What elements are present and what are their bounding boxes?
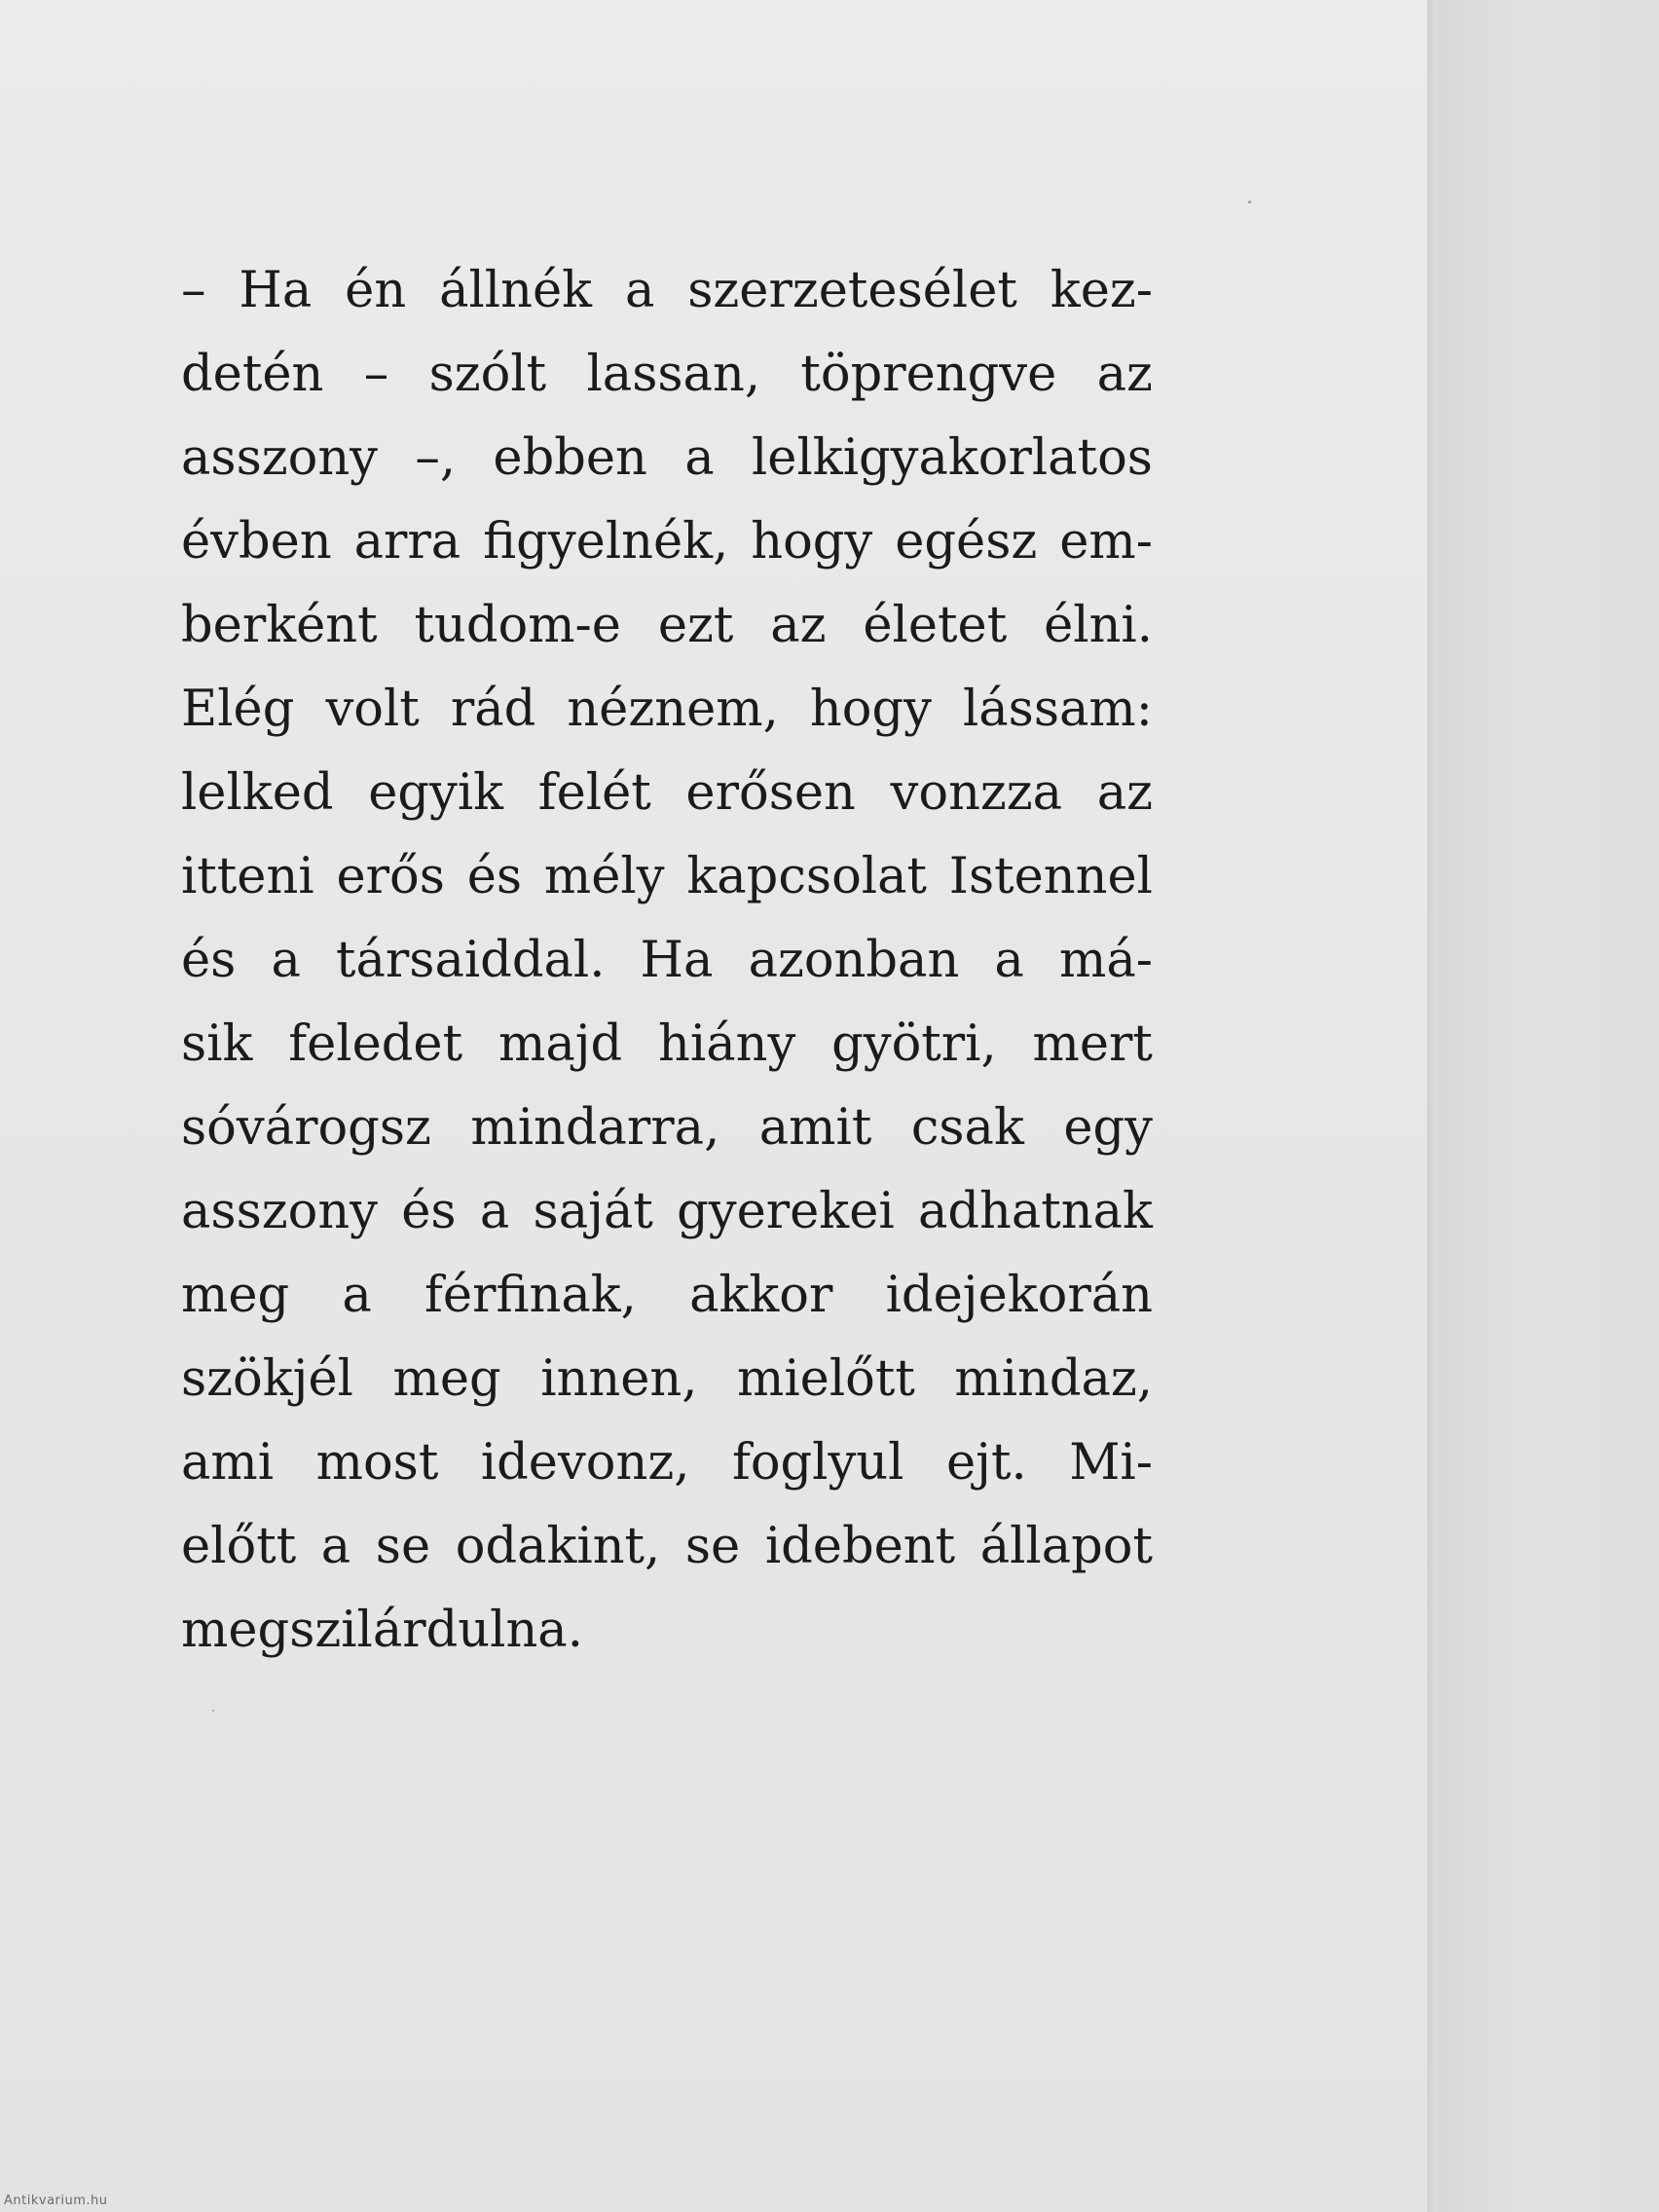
word: állnék (439, 262, 593, 319)
text-line (181, 500, 1153, 584)
word: hogy (809, 681, 932, 738)
word: a (479, 1183, 510, 1240)
word: Istennel (948, 848, 1153, 905)
word: csak (910, 1099, 1024, 1157)
text-line (181, 919, 1153, 1003)
word: felét (537, 764, 651, 822)
word: em- (1059, 513, 1153, 571)
word: tudom-e (414, 597, 621, 654)
word: má- (1058, 932, 1153, 989)
word: asszony (181, 429, 378, 487)
word: majd (498, 1015, 623, 1073)
word: sik (181, 1015, 253, 1073)
word: én (345, 262, 407, 319)
text-line (181, 668, 1153, 752)
text-line (181, 249, 1153, 333)
word: itteni (181, 848, 314, 905)
word: mielőtt (736, 1350, 915, 1408)
word: töprengve (800, 346, 1057, 403)
word: detén (181, 346, 324, 403)
word: –, (415, 429, 457, 487)
text-line (181, 752, 1153, 835)
word: feledet (288, 1015, 463, 1073)
word: odakint, (455, 1518, 661, 1575)
word: életet (863, 597, 1008, 654)
word: ejt. (945, 1434, 1027, 1492)
text-line (181, 1087, 1153, 1170)
word: rád (450, 681, 536, 738)
word: idevonz, (480, 1434, 690, 1492)
text-line (181, 1589, 1153, 1673)
text-line (181, 333, 1153, 417)
word: erős (336, 848, 445, 905)
text-line (181, 1254, 1153, 1338)
word: évben (181, 513, 332, 571)
word: vonzza (890, 764, 1063, 822)
word: innen, (540, 1350, 698, 1408)
paper-speck (1248, 201, 1251, 203)
word: lelked (181, 764, 334, 822)
word: a (994, 932, 1024, 989)
word: szökjél (181, 1350, 353, 1408)
word: lelkigyakorlatos (752, 429, 1153, 487)
word: hiány (658, 1015, 796, 1073)
word: szólt (428, 346, 547, 403)
word: – (181, 262, 206, 319)
word: mindaz, (954, 1350, 1153, 1408)
word: férfinak, (424, 1267, 637, 1324)
word: ebben (493, 429, 647, 487)
text-line (181, 417, 1153, 500)
word: egyik (368, 764, 504, 822)
word: meg (392, 1350, 501, 1408)
word: a (624, 262, 655, 319)
word: szerzetesélet (687, 262, 1017, 319)
word: egész (895, 513, 1038, 571)
word: idejekorán (885, 1267, 1153, 1324)
word: előtt (181, 1518, 297, 1575)
text-line (181, 1505, 1153, 1589)
watermark-text: Antikvarium.hu (4, 2194, 108, 2208)
word: meg (181, 1267, 290, 1324)
word: azonban (748, 932, 960, 989)
underlying-page (1437, 0, 1659, 2212)
word: ezt (657, 597, 734, 654)
body-paragraph (181, 249, 1153, 1673)
word: sóvárogsz (181, 1099, 431, 1157)
word: most (315, 1434, 439, 1492)
word: és (181, 932, 237, 989)
word: se (375, 1518, 431, 1575)
word: kez- (1050, 262, 1153, 319)
word: a (684, 429, 715, 487)
word: élni. (1044, 597, 1153, 654)
word: Mi- (1069, 1434, 1153, 1492)
word: idebent (764, 1518, 956, 1575)
word: adhatnak (917, 1183, 1153, 1240)
word: megszilárdulna. (181, 1602, 583, 1659)
word: erősen (685, 764, 856, 822)
word: se (684, 1518, 741, 1575)
word: Ha (640, 932, 714, 989)
word: egy (1063, 1099, 1153, 1157)
word: az (1096, 764, 1153, 822)
paper-speck (212, 1710, 214, 1712)
text-line (181, 1170, 1153, 1254)
text-line (181, 584, 1153, 668)
text-line (181, 1003, 1153, 1087)
word: akkor (689, 1267, 833, 1324)
word: állapot (979, 1518, 1153, 1575)
word: lássam: (962, 681, 1153, 738)
word: mindarra, (470, 1099, 720, 1157)
word: társaiddal. (336, 932, 606, 989)
word: gyötri, (831, 1015, 997, 1073)
word: kapcsolat (686, 848, 927, 905)
word: volt (325, 681, 420, 738)
word: saját (533, 1183, 653, 1240)
word: mély (543, 848, 665, 905)
word: – (363, 346, 389, 403)
word: és (466, 848, 523, 905)
word: a (342, 1267, 372, 1324)
text-line (181, 835, 1153, 919)
word: gyerekei (677, 1183, 895, 1240)
word: és (401, 1183, 457, 1240)
word: az (770, 597, 827, 654)
word: a (271, 932, 301, 989)
text-line (181, 1421, 1153, 1505)
word: figyelnék, (483, 513, 729, 571)
word: néznem, (567, 681, 779, 738)
word: Ha (239, 262, 313, 319)
word: amit (758, 1099, 872, 1157)
word: mert (1032, 1015, 1153, 1073)
word: ami (181, 1434, 275, 1492)
word: Elég (181, 681, 295, 738)
word: a (320, 1518, 351, 1575)
word: berként (181, 597, 378, 654)
text-line (181, 1338, 1153, 1421)
page-edge (1427, 0, 1437, 2212)
word: az (1096, 346, 1153, 403)
word: arra (353, 513, 461, 571)
word: hogy (751, 513, 873, 571)
word: asszony (181, 1183, 378, 1240)
word: lassan, (586, 346, 761, 403)
word: foglyul (731, 1434, 904, 1492)
